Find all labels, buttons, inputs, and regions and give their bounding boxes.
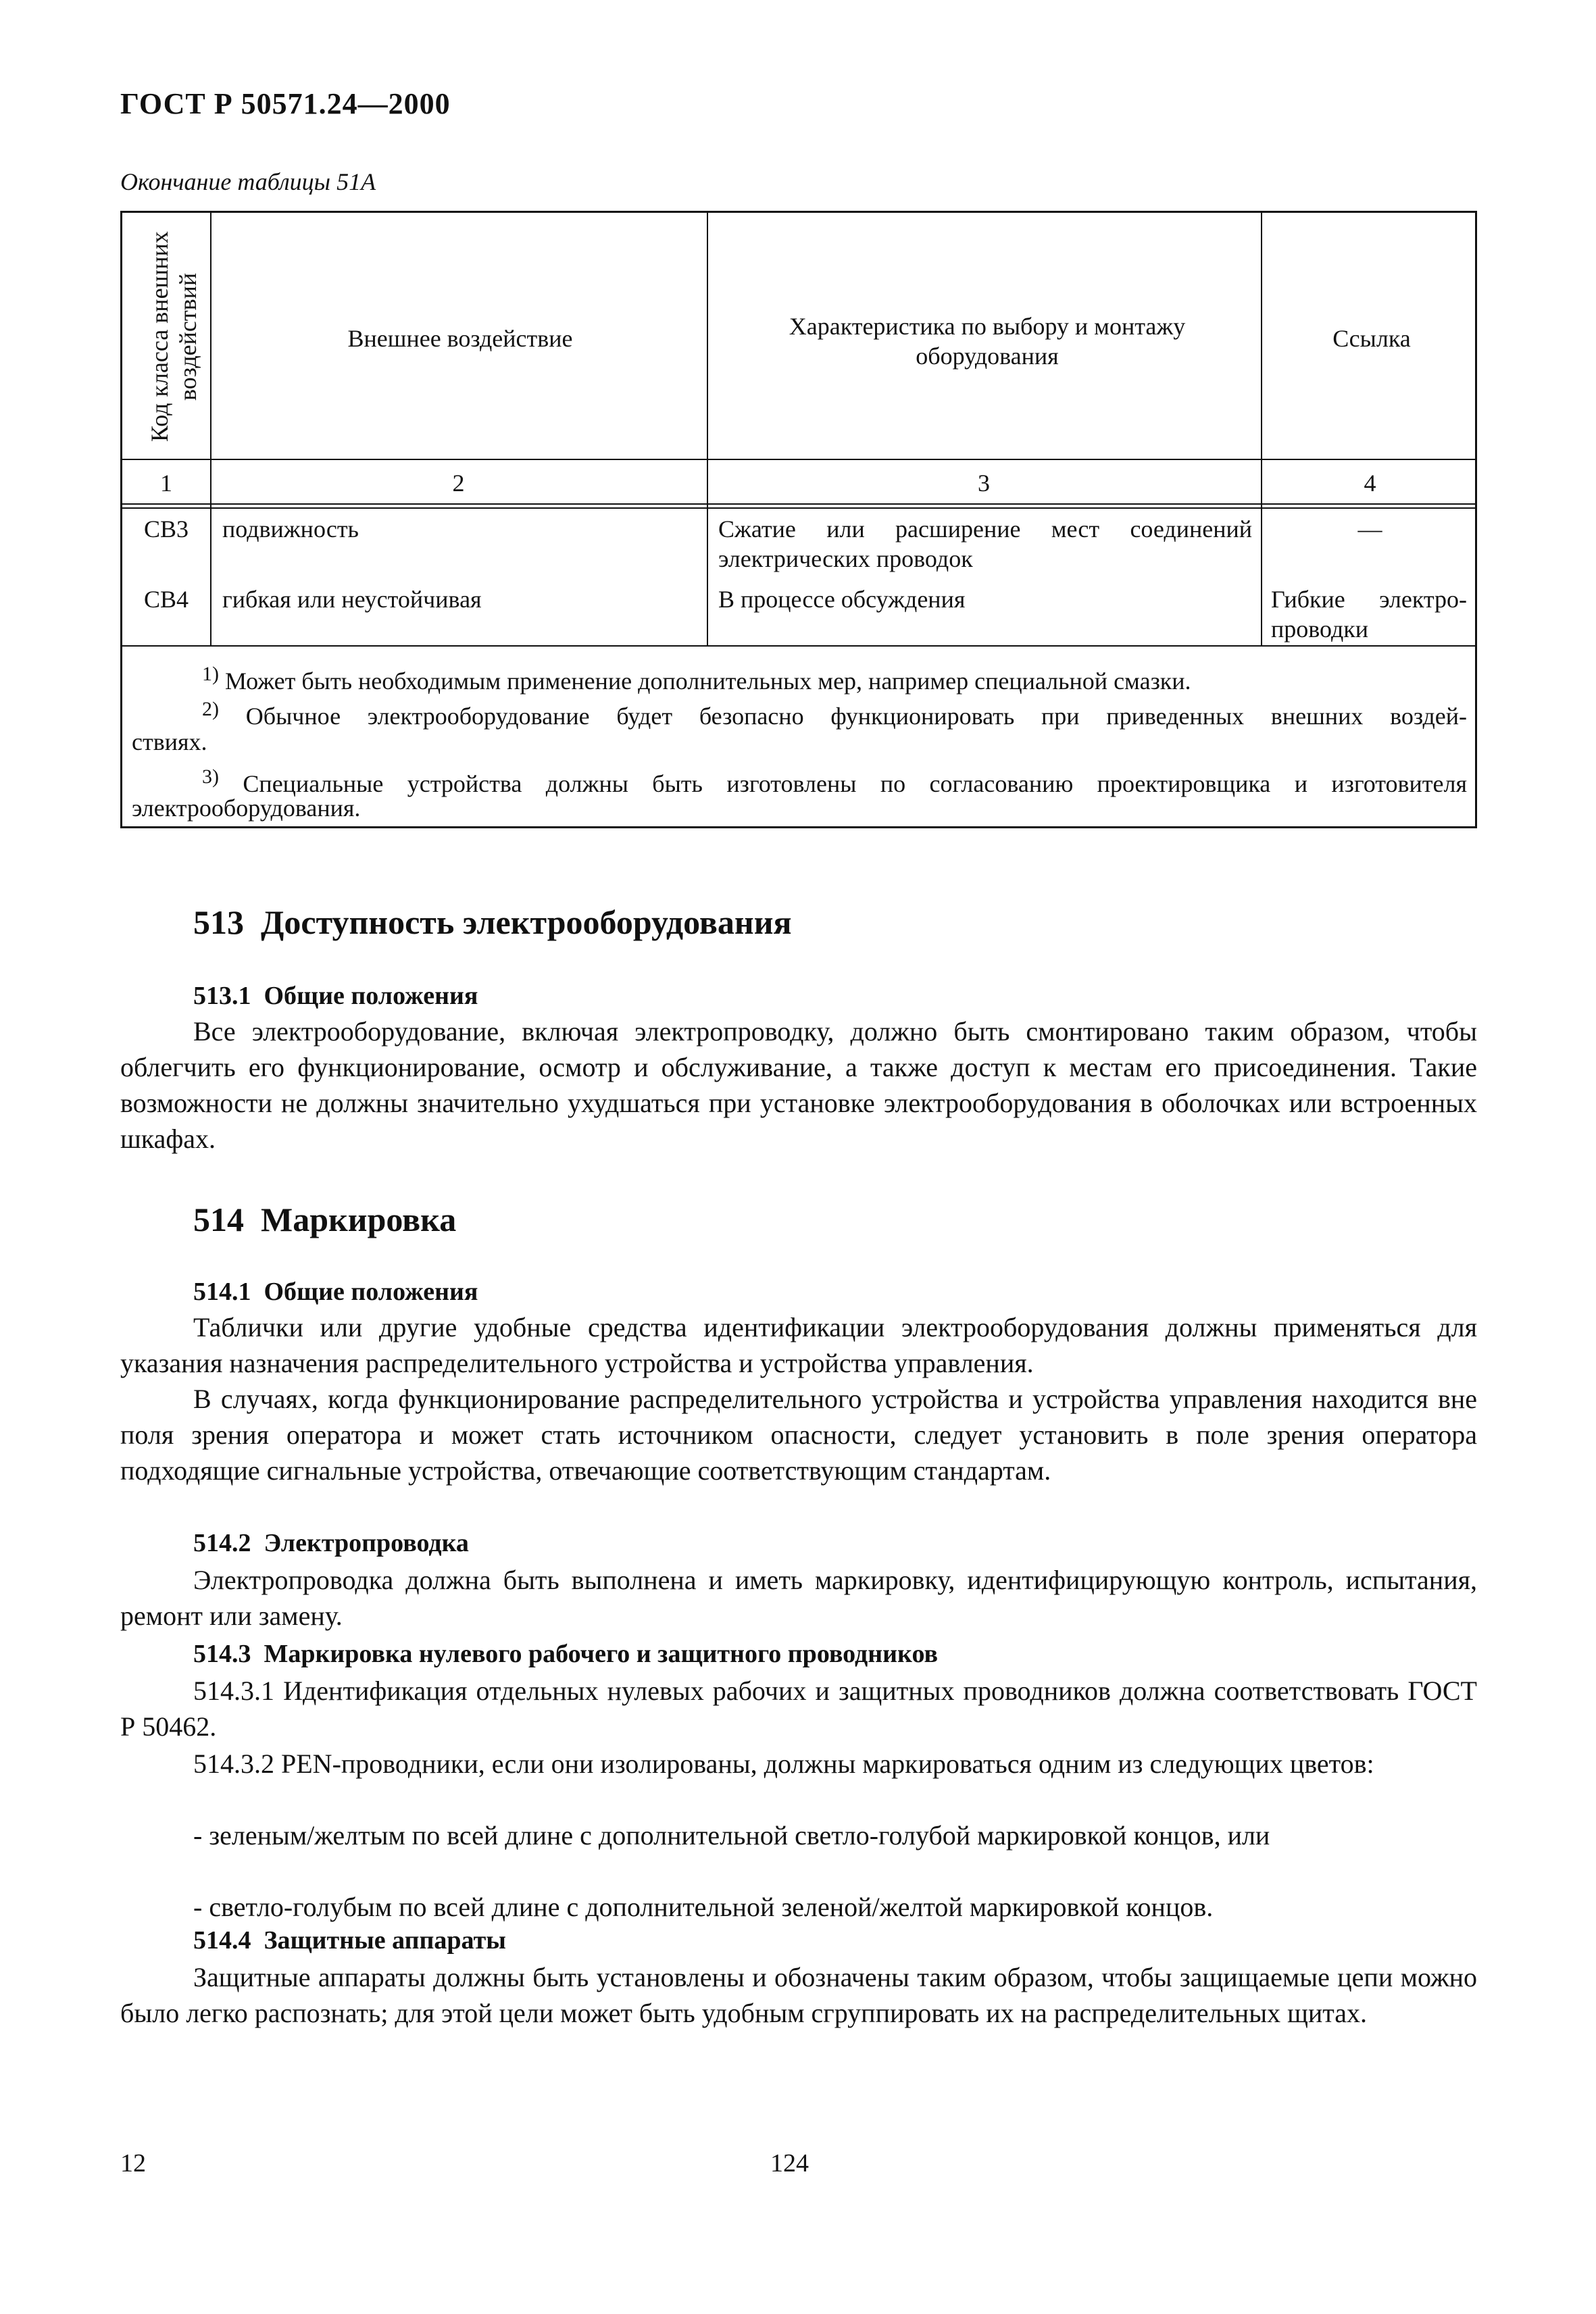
column-number: 3: [978, 470, 990, 497]
section-number: 514: [193, 1201, 244, 1238]
column-header-influence: Внешнее воздействие: [347, 325, 573, 352]
column-divider: [707, 213, 708, 645]
column-divider: [210, 213, 211, 645]
paragraph: 514.3.1 Идентификация отдельных нулевых рабочих и защитных проводников должна соответствовать ГОСТ Р 50462.: [120, 1676, 1477, 1742]
paragraph: Все электрооборудование, включая электропроводку, должно быть смонтировано таким образом, чтобы облегчить его функционирование, осмотр и обслуживание, а также доступ к местам его присоединения. Такие возможности не должны значительно ухудшаться при установке электрооборудования в оболочках или встроенных шкафах.: [120, 1016, 1477, 1154]
footnote-mark: 3): [202, 765, 219, 788]
table-footnote-continuation: электрооборудования.: [132, 795, 361, 822]
subsection-title: Общие положения: [264, 982, 478, 1010]
subsection-heading: [193, 1926, 506, 1955]
subsection-number: 514.3: [193, 1640, 251, 1668]
footnote-text: Обычное электрооборудование будет безопасно функционировать при приведенных внешних воздей-: [245, 703, 1467, 730]
footnote-mark: 1): [202, 663, 219, 685]
column-header-code: Код класса внешних воздействий: [146, 231, 201, 442]
row-reference: —: [1357, 515, 1382, 543]
row-divider: [122, 645, 1475, 647]
footnote-text: Может быть необходимым применение дополнительных мер, например специальной смазки.: [225, 668, 1191, 695]
column-number: 1: [160, 470, 172, 497]
subsection-title: Маркировка нулевого рабочего и защитного проводников: [264, 1640, 939, 1668]
table-footnote: [202, 694, 1467, 732]
column-divider: [1261, 213, 1262, 645]
subsection-heading: [193, 981, 478, 1011]
row-characteristic-line: электрических проводок: [718, 545, 973, 572]
column-header-reference: Ссылка: [1332, 325, 1411, 352]
table-footnote: [202, 659, 1191, 697]
paragraph: 514.3.2 PEN-проводники, если они изолированы, должны маркироваться одним из следующих цветов:: [193, 1749, 1374, 1779]
section-title: Доступность электрооборудования: [261, 903, 792, 941]
footnote-text: Специальные устройства должны быть изготовлены по согласованию проектировщика и изготовителя: [243, 770, 1468, 797]
list-item: - светло-голубым по всей длине с дополнительной зеленой/желтой маркировкой концов.: [193, 1892, 1214, 1922]
paragraph: Таблички или другие удобные средства идентификации электрооборудования должны применяться для указания назначения распределительного устройства и устройства управления.: [120, 1312, 1477, 1378]
column-number: 4: [1364, 470, 1376, 497]
section-heading: [193, 903, 792, 942]
row-divider: [122, 459, 1475, 460]
list-item: - зеленым/желтым по всей длине с дополнительной светло-голубой маркировкой концов, или: [193, 1820, 1270, 1851]
paragraph: Электропроводка должна быть выполнена и иметь маркировку, идентифицирующую контроль, испытания, ремонт или замену.: [120, 1565, 1477, 1631]
section-number: 513: [193, 903, 244, 941]
subsection-number: 514.4: [193, 1926, 251, 1955]
subsection-heading: [193, 1277, 478, 1307]
row-code: CB3: [143, 515, 189, 543]
table-footnote-continuation: ствиях.: [132, 728, 207, 755]
subsection-title: Защитные аппараты: [264, 1926, 506, 1955]
row-reference-line: Гибкие электро-: [1271, 586, 1467, 613]
row-characteristic-line: Сжатие или расширение мест соединений: [718, 515, 1252, 543]
column-number: 2: [452, 470, 465, 497]
table-caption: Окончание таблицы 51А: [120, 168, 376, 195]
row-influence: подвижность: [222, 515, 359, 543]
standard-header: ГОСТ Р 50571.24—2000: [120, 87, 451, 120]
subsection-heading: [193, 1528, 469, 1558]
table-51a: [120, 211, 1477, 828]
row-divider: [122, 503, 1475, 505]
subsection-heading: [193, 1639, 938, 1669]
subsection-number: 513.1: [193, 982, 251, 1010]
paragraph: Защитные аппараты должны быть установлены и обозначены таким образом, чтобы защищаемые цепи можно было легко распознать; для этой цели может быть удобным сгруппировать их на распределительных щитах.: [120, 1962, 1477, 2028]
page-number-left: 12: [120, 2149, 146, 2178]
footnote-mark: 2): [202, 698, 219, 720]
section-heading: [193, 1200, 456, 1239]
row-characteristic-line: В процессе обсуждения: [718, 586, 966, 613]
row-reference-line: проводки: [1271, 615, 1369, 643]
section-title: Маркировка: [261, 1201, 457, 1238]
page-number-center: 124: [770, 2149, 809, 2178]
row-divider: [122, 507, 1475, 509]
paragraph: В случаях, когда функционирование распределительного устройства и устройства управления находится вне поля зрения оператора и может стать источником опасности, следует установить в поле зрения оператора подходящие сигнальные устройства, отвечающие соответствующим стандартам.: [120, 1384, 1477, 1486]
subsection-title: Электропроводка: [264, 1529, 469, 1557]
column-header-characteristic: Характеристика по выбору и монтажу оборудования: [789, 313, 1186, 370]
subsection-number: 514.1: [193, 1278, 251, 1306]
table-footnote: [202, 761, 1467, 799]
subsection-title: Общие положения: [264, 1278, 478, 1306]
row-code: CB4: [143, 586, 189, 613]
row-influence: гибкая или неустойчивая: [222, 586, 482, 613]
subsection-number: 514.2: [193, 1529, 251, 1557]
